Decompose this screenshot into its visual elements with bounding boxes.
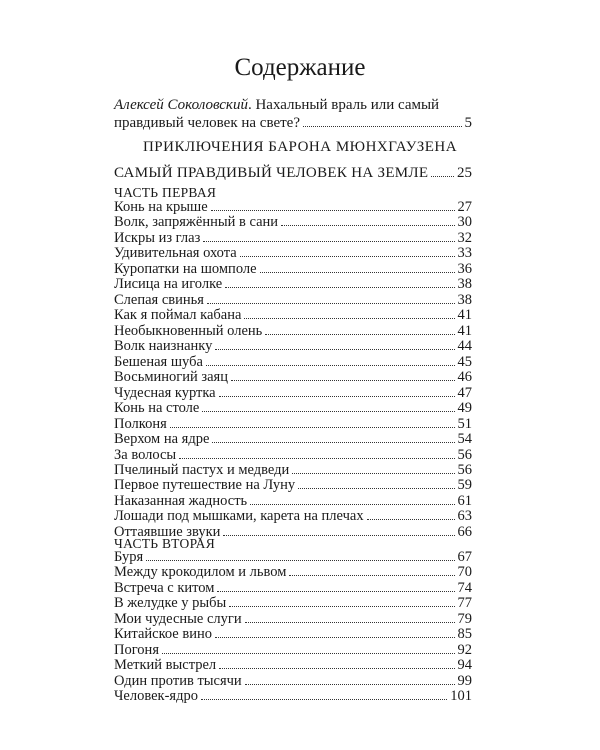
toc-entry-page: 85 — [457, 626, 472, 643]
toc-entry-title: Наказанная жадность — [114, 492, 248, 509]
toc-entry-page: 27 — [457, 199, 472, 215]
part-one-heading: ЧАСТЬ ПЕРВАЯ — [114, 185, 217, 200]
dot-leader — [201, 699, 447, 700]
toc-entry-page: 38 — [457, 276, 472, 293]
toc-entry — [114, 509, 472, 524]
dot-leader — [367, 519, 455, 520]
toc-entry-title: Верхом на ядре — [114, 431, 210, 448]
toc-entry-title: Удивительная охота — [114, 245, 237, 262]
toc-entry-page: 99 — [457, 672, 472, 689]
dot-leader — [203, 241, 454, 242]
toc-entry-title: Первое путешествие на Луну — [114, 477, 296, 494]
toc-entry — [114, 612, 472, 627]
dot-leader — [231, 380, 455, 381]
toc-entry-title: В желудке у рыбы — [114, 595, 227, 612]
toc-entry-title: Мои чудесные слуги — [114, 610, 242, 627]
toc-entry — [114, 448, 472, 463]
part-one-list — [114, 200, 472, 540]
dot-leader — [170, 427, 455, 428]
dot-leader — [223, 535, 454, 536]
toc-entry — [114, 689, 472, 704]
toc-entry-title: Пчелиный пастух и медведи — [114, 461, 290, 478]
dot-leader — [260, 272, 455, 273]
toc-entry — [114, 308, 472, 323]
dot-leader — [431, 176, 454, 177]
toc-entry — [114, 339, 472, 354]
toc-entry-page: 54 — [457, 431, 472, 448]
toc-entry-title: Китайское вино — [114, 626, 212, 643]
toc-entry-page: 66 — [457, 523, 472, 540]
intro-line-2 — [114, 114, 472, 132]
toc-entry — [114, 674, 472, 689]
intro-page-number: 5 — [464, 115, 472, 131]
toc-entry — [114, 277, 472, 292]
dot-leader — [215, 637, 455, 638]
toc-entry-title: Лисица на иголке — [114, 276, 223, 293]
dot-leader — [292, 473, 454, 474]
toc-entry — [114, 627, 472, 642]
toc-entry — [114, 386, 472, 401]
toc-entry-title: Буря — [114, 549, 144, 565]
toc-entry — [114, 432, 472, 447]
toc-entry — [114, 463, 472, 478]
dot-leader — [240, 256, 455, 257]
toc-entry — [114, 417, 472, 432]
toc-entry-page: 51 — [457, 415, 472, 432]
dot-leader — [281, 225, 454, 226]
toc-entry-page: 41 — [457, 307, 472, 324]
toc-entry-title: Полконя — [114, 415, 167, 432]
dot-leader — [202, 411, 454, 412]
book-title: ПРИКЛЮЧЕНИЯ БАРОНА МЮНХГАУЗЕНА — [142, 139, 458, 155]
toc-entry — [114, 401, 472, 416]
dot-leader — [212, 442, 454, 443]
toc-entry-page: 36 — [457, 260, 472, 277]
toc-entry-title: Бешеная шуба — [114, 353, 203, 370]
toc-entry-page: 59 — [457, 477, 472, 494]
toc-entry-title: Один против тысячи — [114, 672, 242, 689]
dot-leader — [211, 210, 455, 211]
toc-entry-page: 70 — [457, 564, 472, 581]
toc-entry — [114, 658, 472, 673]
dot-leader — [207, 303, 455, 304]
part-two-list — [114, 550, 472, 705]
toc-entry — [114, 370, 472, 385]
toc-entry — [114, 215, 472, 230]
toc-entry — [114, 494, 472, 509]
toc-entry-page: 46 — [457, 369, 472, 386]
toc-entry — [114, 565, 472, 580]
dot-leader — [298, 488, 454, 489]
toc-entry-title: Волк наизнанку — [114, 338, 213, 355]
toc-entry-page: 44 — [457, 338, 472, 355]
toc-entry-page: 74 — [457, 579, 472, 596]
toc-entry-title: Между крокодилом и львом — [114, 564, 287, 581]
dot-leader — [225, 287, 454, 288]
toc-entry-page: 92 — [457, 641, 472, 658]
toc-entry-page: 41 — [457, 322, 472, 339]
toc-entry-page: 45 — [457, 353, 472, 370]
intro-line-1 — [114, 96, 472, 114]
toc-entry-title: Погоня — [114, 641, 159, 658]
toc-entry-page: 79 — [457, 610, 472, 627]
toc-entry — [114, 478, 472, 493]
toc-entry-title: Восьминогий заяц — [114, 369, 228, 386]
toc-entry-page: 49 — [457, 400, 472, 417]
toc-entry — [114, 596, 472, 611]
toc-entry-page: 77 — [457, 595, 472, 612]
toc-entry-title: Искры из глаз — [114, 229, 201, 246]
dot-leader — [215, 349, 454, 350]
toc-entry — [114, 262, 472, 277]
toc-entry — [114, 200, 472, 215]
toc-entry-page: 30 — [457, 214, 472, 231]
dot-leader — [229, 606, 454, 607]
toc-entry-page: 56 — [457, 446, 472, 463]
toc-entry-page: 61 — [457, 492, 472, 509]
dot-leader — [217, 591, 454, 592]
dot-leader — [219, 668, 454, 669]
toc-entry-title: Слепая свинья — [114, 291, 204, 308]
toc-entry-title: Человек-ядро — [114, 688, 198, 705]
toc-entry-title: Куропатки на шомполе — [114, 260, 257, 277]
toc-entry-page: 56 — [457, 461, 472, 478]
dot-leader — [265, 334, 454, 335]
intro-author: Алексей Соколовский — [114, 97, 248, 113]
toc-entry-title: Как я поймал кабана — [114, 307, 242, 324]
dot-leader — [179, 458, 454, 459]
toc-entry — [114, 581, 472, 596]
dot-leader — [245, 684, 455, 685]
dot-leader — [303, 126, 462, 127]
toc-entry-page: 94 — [457, 657, 472, 674]
toc-entry — [114, 643, 472, 658]
dot-leader — [162, 653, 455, 654]
dot-leader — [289, 575, 454, 576]
dot-leader — [219, 396, 455, 397]
toc-entry-page: 38 — [457, 291, 472, 308]
toc-entry-title: За волосы — [114, 446, 177, 463]
subtitle-entry-title: САМЫЙ ПРАВДИВЫЙ ЧЕЛОВЕК НА ЗЕМЛЕ — [114, 165, 429, 181]
part-two-heading: ЧАСТЬ ВТОРАЯ — [114, 536, 216, 551]
toc-entry — [114, 231, 472, 246]
dot-leader — [244, 318, 454, 319]
toc-entry — [114, 246, 472, 261]
toc-entry-title: Меткий выстрел — [114, 657, 217, 674]
toc-entry-page: 33 — [457, 245, 472, 262]
toc-entry-page: 101 — [450, 688, 472, 705]
toc-entry-title: Чудесная куртка — [114, 384, 216, 401]
toc-entry-page: 47 — [457, 384, 472, 401]
subtitle-entry — [114, 165, 472, 182]
dot-leader — [206, 365, 455, 366]
toc-entry-title: Волк, запряжённый в сани — [114, 214, 279, 231]
toc-entry — [114, 293, 472, 308]
intro-line2-text: правдивый человек на свете? — [114, 115, 300, 131]
toc-entry-title: Оттаявшие звуки — [114, 523, 221, 540]
toc-entry-page: 63 — [457, 508, 472, 525]
toc-entry-page: 67 — [457, 549, 472, 565]
toc-entry-title: Конь на крыше — [114, 199, 208, 215]
page-title: Содержание — [234, 54, 366, 81]
dot-leader — [245, 622, 455, 623]
toc-entry — [114, 324, 472, 339]
subtitle-entry-page: 25 — [457, 165, 472, 181]
dot-leader — [250, 504, 454, 505]
intro-line1-text: . Нахальный враль или самый — [247, 97, 440, 113]
toc-entry-page: 32 — [457, 229, 472, 246]
toc-entry — [114, 550, 472, 565]
toc-entry-title: Лошади под мышками, карета на плечах — [114, 508, 364, 525]
intro-entry — [114, 96, 472, 132]
toc-entry-title: Конь на столе — [114, 400, 200, 417]
toc-entry — [114, 355, 472, 370]
dot-leader — [146, 560, 454, 561]
toc-entry-title: Встреча с китом — [114, 579, 215, 596]
toc-entry-title: Необыкновенный олень — [114, 322, 263, 339]
